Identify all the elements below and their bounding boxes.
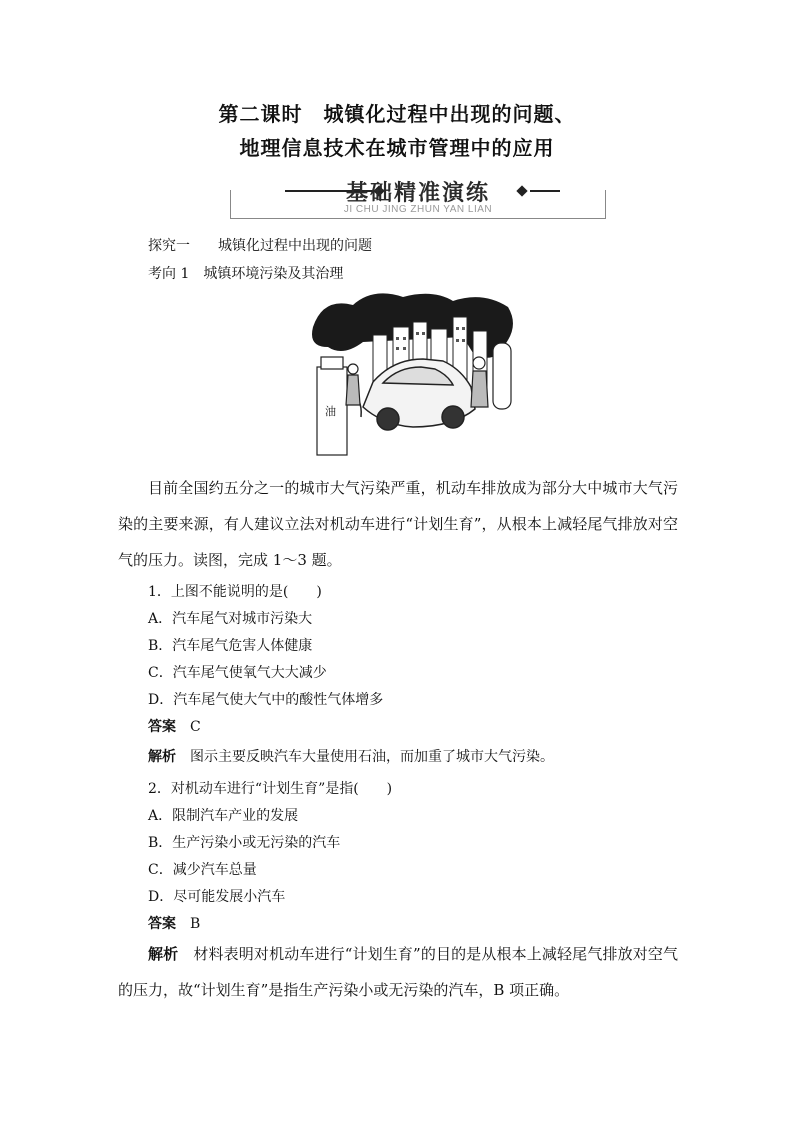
intro-paragraph: [118, 470, 678, 578]
banner-subtitle: JI CHU JING ZHUN YAN LIAN: [343, 204, 493, 215]
q2-analysis-text: 材料表明对机动车进行“计划生育”的目的是从根本上减轻尾气排放对空气的压力，故“计划生育”是指生产污染小或无污染的汽车，B 项正确。: [118, 945, 678, 999]
q2-analysis-paragraph: [118, 936, 678, 1008]
pump-label: 油: [325, 405, 336, 418]
q1-analysis-text: 图示主要反映汽车大量使用石油，而加重了城市大气污染。: [190, 749, 554, 765]
q1-stem: 1．上图不能说明的是( ): [148, 584, 322, 600]
page-title-line-1: 第二课时 城镇化过程中出现的问题、: [218, 102, 576, 126]
q1-option-c: C．汽车尾气使氧气大大减少: [148, 665, 327, 681]
q1-answer-value: C: [190, 719, 201, 735]
q2-option-b: B．生产污染小或无污染的汽车: [148, 835, 341, 851]
car-pollution-illustration: [303, 287, 520, 457]
fuel-pump: [317, 357, 347, 455]
q2-option-c: C．减少汽车总量: [148, 862, 257, 878]
q2-analysis: [118, 936, 678, 1008]
q2-option-d: D．尽可能发展小汽车: [148, 889, 286, 905]
inquiry-heading: 探究一 城镇化过程中出现的问题: [148, 238, 372, 254]
gas-cylinder: [493, 343, 511, 409]
q1-answer-label: 答案: [148, 719, 176, 735]
q2-answer: [148, 913, 200, 933]
q2-answer-label: 答案: [148, 916, 176, 932]
q2-stem: 2．对机动车进行“计划生育”是指( ): [148, 781, 393, 797]
direction-heading: 考向 1 城镇环境污染及其治理: [148, 266, 344, 282]
person-left: [346, 364, 360, 405]
q2-answer-value: B: [190, 916, 201, 932]
q1-option-a: A．汽车尾气对城市污染大: [148, 611, 313, 627]
banner-title: 基础精准演练: [345, 180, 490, 206]
q1-option-b: B．汽车尾气危害人体健康: [148, 638, 313, 654]
q2-analysis-label: 解析: [148, 945, 179, 963]
q1-analysis: [148, 746, 554, 766]
q1-analysis-label: 解析: [148, 749, 176, 765]
page-title-line-2: 地理信息技术在城市管理中的应用: [239, 136, 555, 160]
q2-option-a: A．限制汽车产业的发展: [148, 808, 299, 824]
intro-text: 目前全国约五分之一的城市大气污染严重，机动车排放成为部分大中城市大气污染的主要来源，有人建议立法对机动车进行“计划生育”，从根本上减轻尾气排放对空气的压力。读图，完成 1～3 题。: [118, 479, 678, 569]
section-banner: [230, 172, 606, 220]
q1-option-d: D．汽车尾气使大气中的酸性气体增多: [148, 692, 384, 708]
q1-answer: [148, 716, 201, 736]
